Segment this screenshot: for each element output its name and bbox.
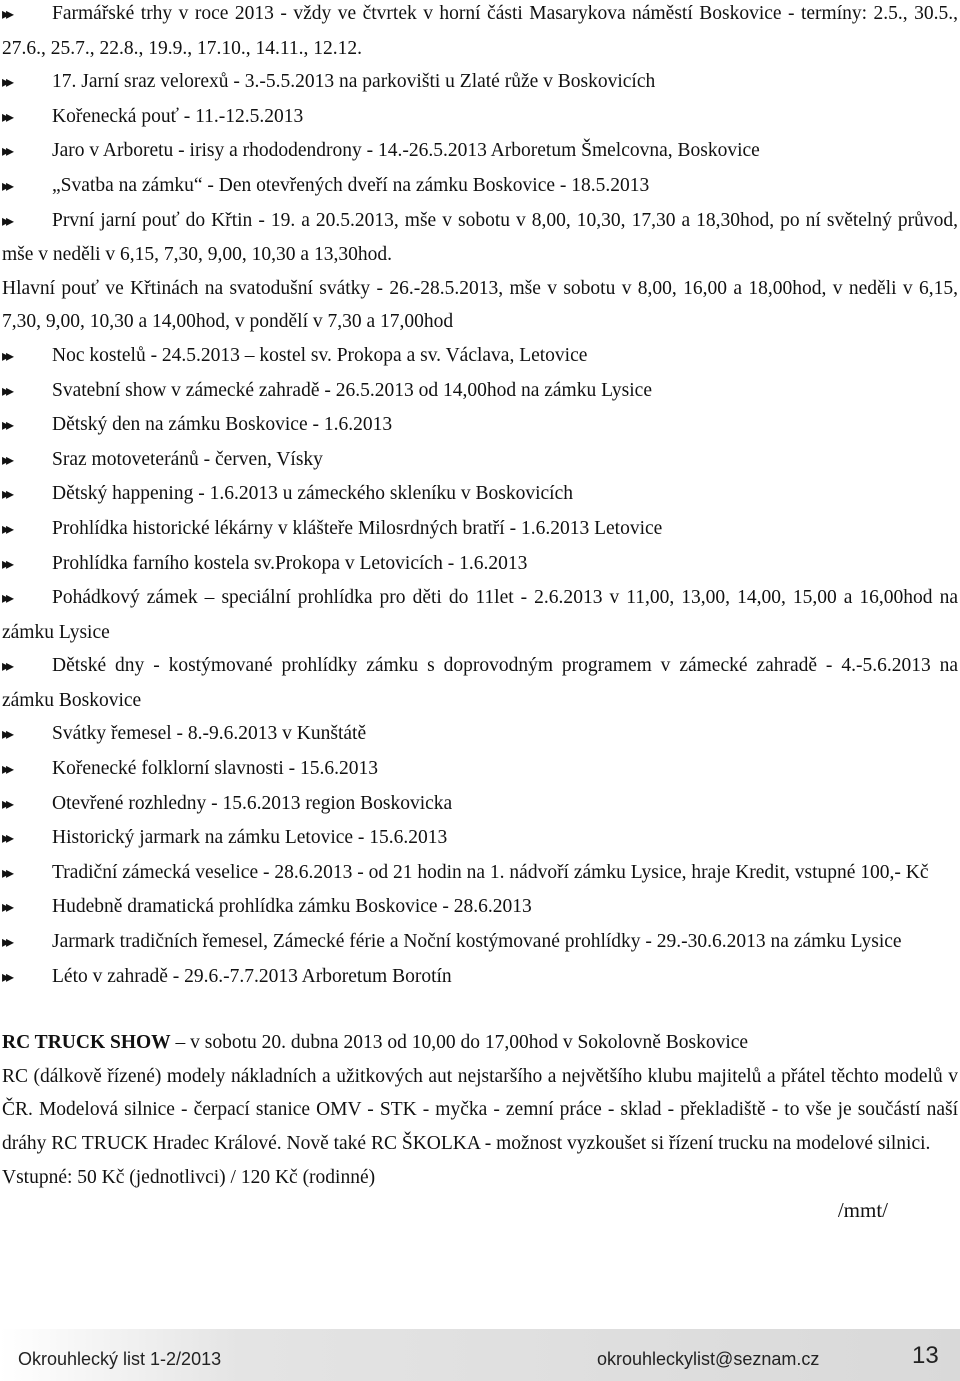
bullet-icon: ▸▸ <box>2 177 11 195</box>
bullet-icon: ▸▸ <box>2 899 11 917</box>
event-text: Léto v zahradě - 29.6.-7.7.2013 Arboretum Borotín <box>52 965 452 987</box>
event-item <box>2 204 958 272</box>
event-text: Dětské dny - kostýmované prohlídky zámku s doprovodným programem v zámecké zahradě - 4.-5.6.2013 na zámku Boskovice <box>2 655 958 711</box>
bullet-icon: ▸▸ <box>2 417 11 435</box>
event-text: Hlavní pouť ve Křtinách na svatodušní svátky - 26.-28.5.2013, mše v sobotu v 8,00, 16,00 a 18,00hod, v neděli v 6,15, 7,30, 9,00, 10,30 a 14,00hod, v pondělí v 7,30 a 17,00hod <box>2 277 958 333</box>
event-text: Dětský den na zámku Boskovice - 1.6.2013 <box>52 414 393 436</box>
event-item <box>2 821 958 856</box>
event-item <box>2 443 958 478</box>
event-text: Pohádkový zámek – speciální prohlídka pro děti do 11let - 2.6.2013 v 11,00, 13,00, 14,00, 15,00 a 16,00hod na zámku Lysice <box>2 587 958 643</box>
event-text: Prohlídka historické lékárny v klášteře Milosrdných bratří - 1.6.2013 Letovice <box>52 517 663 539</box>
event-item <box>2 65 958 100</box>
event-item <box>2 925 958 960</box>
author-signature: /mmt/ <box>837 1198 888 1223</box>
event-text: Kořenecké folklorní slavnosti - 15.6.2013 <box>52 758 379 780</box>
event-item <box>2 477 958 512</box>
bullet-icon: ▸▸ <box>2 830 11 848</box>
bullet-icon: ▸▸ <box>2 108 11 126</box>
event-item <box>2 339 958 374</box>
bullet-icon: ▸▸ <box>2 382 11 400</box>
bullet-icon: ▸▸ <box>2 212 11 230</box>
event-text: Svátky řemesel - 8.-9.6.2013 v Kunštátě <box>52 723 367 745</box>
event-text: Jaro v Arboretu - irisy a rhododendrony - 14.-26.5.2013 Arboretum Šmelcovna, Boskovice <box>52 140 760 162</box>
event-text: První jarní pouť do Křtin - 19. a 20.5.2013, mše v sobotu v 8,00, 10,30, 17,30 a 18,30hod, po ní světelný průvod, mše v neděli v 6,15, 7,30, 9,00, 10,30 a 13,30hod. <box>2 209 958 266</box>
event-item <box>2 374 958 409</box>
bullet-icon: ▸▸ <box>2 968 11 986</box>
event-item <box>2 649 958 717</box>
event-text: Svatební show v zámecké zahradě - 26.5.2013 od 14,00hod na zámku Lysice <box>52 379 652 401</box>
rc-truck-title: RC TRUCK SHOW <box>2 1032 171 1054</box>
event-item <box>2 960 958 995</box>
event-text: Sraz motoveteránů - červen, Vísky <box>52 448 323 470</box>
event-text: Tradiční zámecká veselice - 28.6.2013 - od 21 hodin na 1. nádvoří zámku Lysice, hraje Kredit, vstupné 100,- Kč <box>52 861 929 883</box>
event-item <box>2 717 958 752</box>
spacer <box>2 994 958 1026</box>
event-item <box>2 787 958 822</box>
event-text: Otevřené rozhledny - 15.6.2013 region Boskovicka <box>52 792 453 814</box>
event-item <box>2 512 958 547</box>
event-text: Kořenecká pouť - 11.-12.5.2013 <box>52 105 304 127</box>
bullet-icon: ▸▸ <box>2 934 11 952</box>
event-item <box>2 856 958 891</box>
event-item <box>2 272 958 339</box>
article <box>2 0 958 1223</box>
bullet-icon: ▸▸ <box>2 451 11 469</box>
bullet-icon: ▸▸ <box>2 658 11 676</box>
event-item <box>2 890 958 925</box>
bullet-icon: ▸▸ <box>2 143 11 161</box>
page-footer <box>0 1329 960 1381</box>
event-list <box>2 0 958 994</box>
event-text: „Svatba na zámku“ - Den otevřených dveří na zámku Boskovice - 18.5.2013 <box>52 174 650 196</box>
bullet-icon: ▸▸ <box>2 864 11 882</box>
event-text: Noc kostelů - 24.5.2013 – kostel sv. Prokopa a sv. Václava, Letovice <box>52 344 588 366</box>
event-text: 17. Jarní sraz velorexů - 3.-5.5.2013 na parkovišti u Zlaté růže v Boskovicích <box>52 71 656 93</box>
rc-truck-heading <box>2 1026 958 1060</box>
event-item <box>2 0 958 65</box>
event-item <box>2 408 958 443</box>
event-text: Jarmark tradičních řemesel, Zámecké férie a Noční kostýmované prohlídky - 29.-30.6.2013 na zámku Lysice <box>52 931 902 953</box>
bullet-icon: ▸▸ <box>2 6 11 23</box>
event-item <box>2 134 958 169</box>
event-text: Farmářské trhy v roce 2013 - vždy ve čtvrtek v horní části Masarykova náměstí Boskovice - termíny: 2.5., 30.5., 27.6., 25.7., 22.8., 19.9., 17.10., 14.11., 12.12. <box>2 3 958 59</box>
bullet-icon: ▸▸ <box>2 486 11 504</box>
event-text: Hudebně dramatická prohlídka zámku Boskovice - 28.6.2013 <box>52 896 532 918</box>
event-item <box>2 169 958 204</box>
bullet-icon: ▸▸ <box>2 761 11 779</box>
footer-email: okrouhleckylist@seznam.cz <box>597 1349 820 1369</box>
event-text: Dětský happening - 1.6.2013 u zámeckého skleníku v Boskovicích <box>52 483 573 505</box>
event-text: Historický jarmark na zámku Letovice - 15.6.2013 <box>52 827 448 849</box>
bullet-icon: ▸▸ <box>2 590 11 608</box>
footer-publication: Okrouhlecký list 1-2/2013 <box>18 1349 222 1369</box>
bullet-icon: ▸▸ <box>2 520 11 538</box>
rc-truck-body: RC (dálkově řízené) modely nákladních a užitkových aut nejstaršího a největšího klubu majitelů a přátel těchto modelů v ČR. Modelová silnice - čerpací stanice OMV - STK - myčka - zemní práce - sklad - překladiště - to vše je součástí naší dráhy RC TRUCK Hradec Králové. Nově také RC ŠKOLKA - možnost vyzkoušet si řízení trucku na modelové silnici. <box>2 1065 958 1154</box>
event-item <box>2 581 958 649</box>
event-item <box>2 547 958 582</box>
bullet-icon: ▸▸ <box>2 726 11 744</box>
bullet-icon: ▸▸ <box>2 795 11 813</box>
event-item <box>2 752 958 787</box>
event-item <box>2 100 958 135</box>
bullet-icon: ▸▸ <box>2 555 11 573</box>
rc-truck-date: – v sobotu 20. dubna 2013 od 10,00 do 17,00hod v Sokolovně Boskovice <box>170 1032 749 1054</box>
bullet-icon: ▸▸ <box>2 347 11 365</box>
rc-truck-price: Vstupné: 50 Kč (jednotlivci) / 120 Kč (rodinné) <box>2 1166 376 1188</box>
page-number: 13 <box>912 1342 939 1369</box>
event-text: Prohlídka farního kostela sv.Prokopa v Letovicích - 1.6.2013 <box>52 552 528 574</box>
bullet-icon: ▸▸ <box>2 74 11 92</box>
